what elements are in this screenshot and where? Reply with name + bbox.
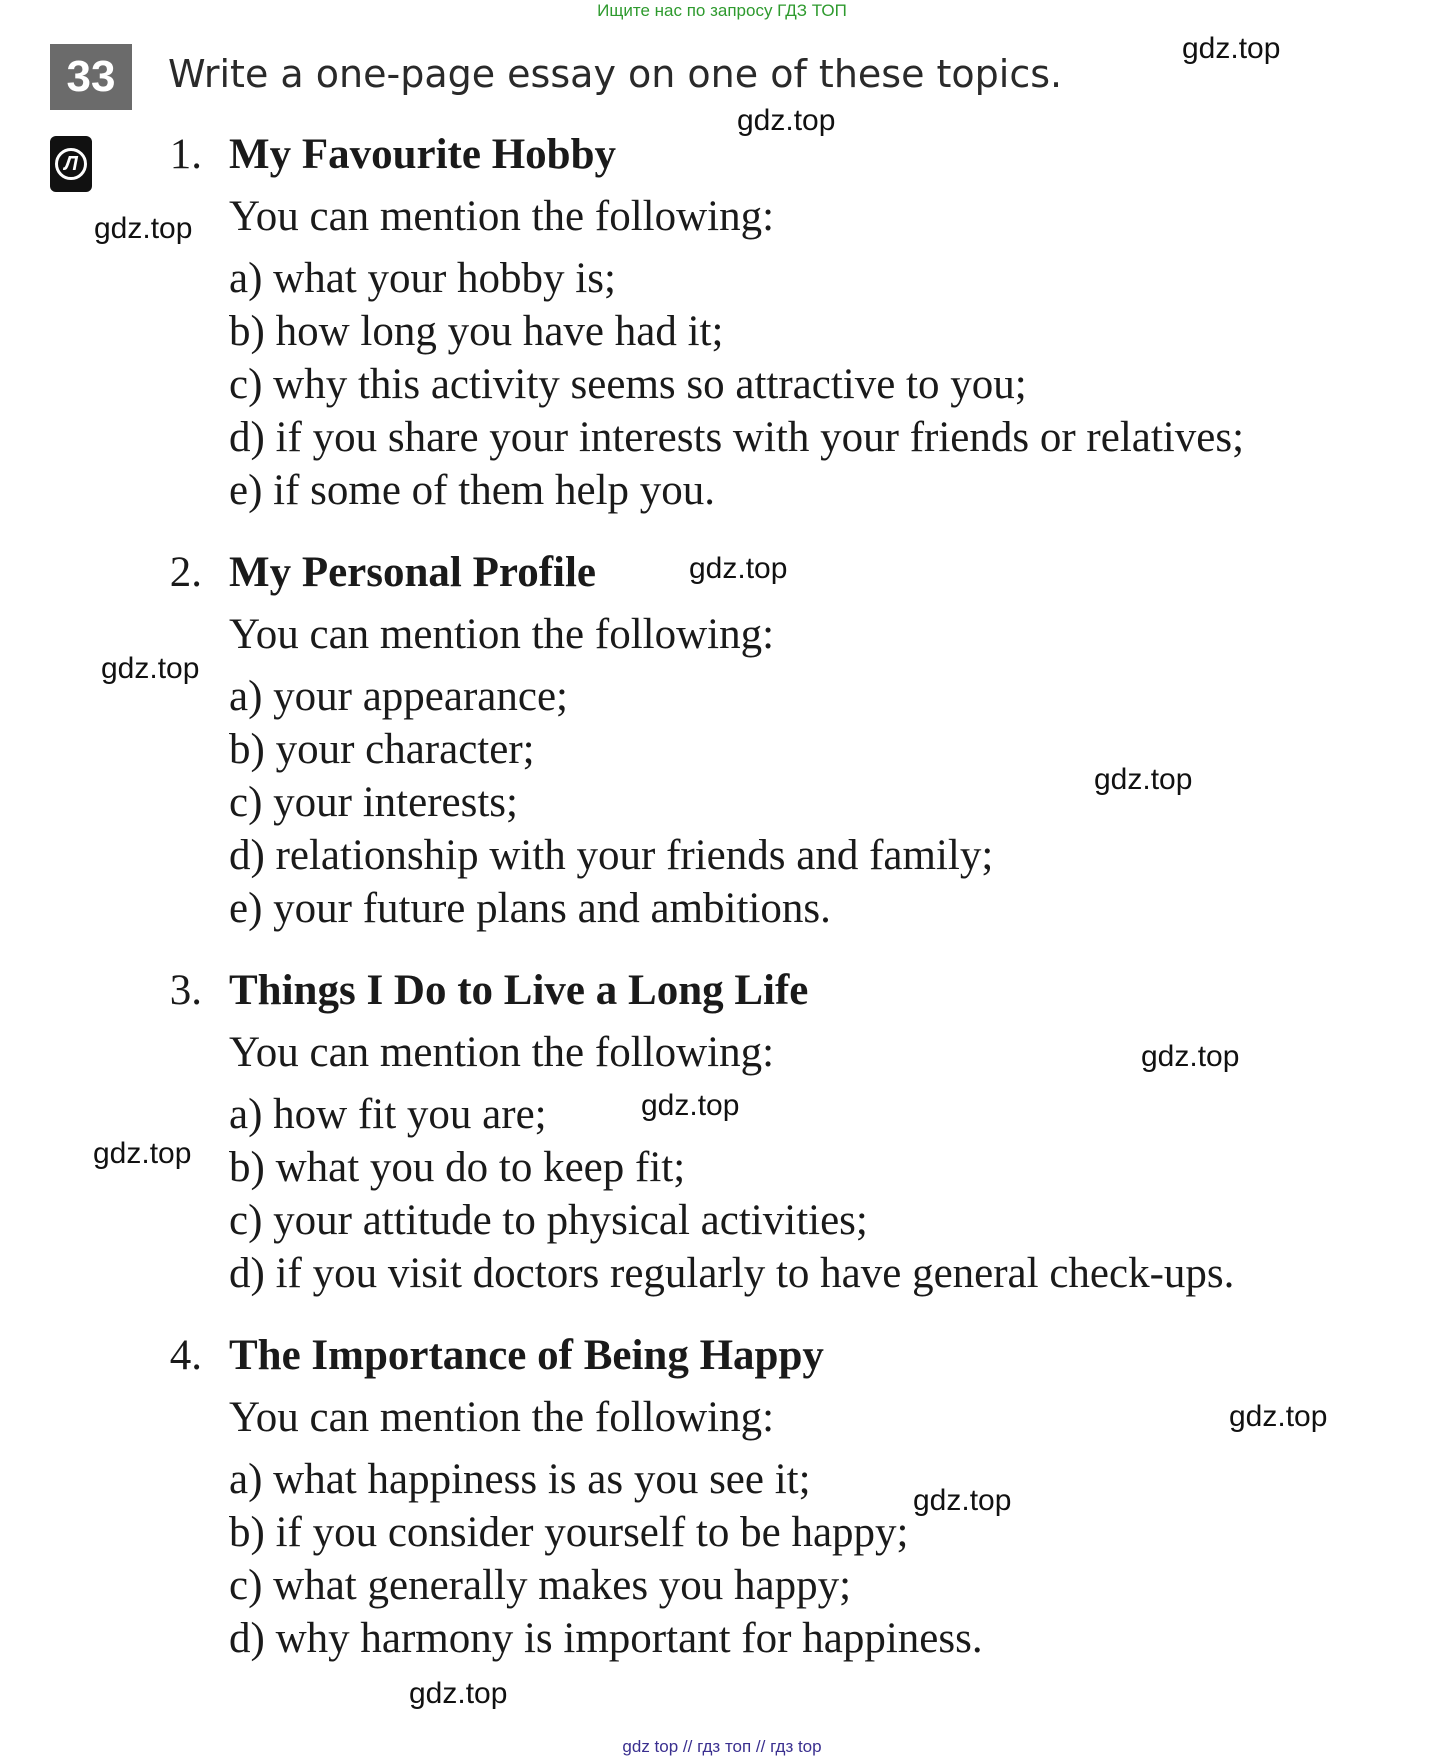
topic-number: 2. [169,549,202,596]
topic-item-list [229,670,1444,935]
topic-intro: You can mention the following: [229,1394,775,1441]
list-item: e) your future plans and ambitions. [229,885,831,932]
topic-item-list [229,1453,1444,1665]
list-item: b) how long you have had it; [229,308,724,355]
bottom-banner: gdz top // гдз топ // гдз top [622,1737,822,1756]
watermark: gdz.top [94,212,193,245]
watermark: gdz.top [689,552,788,585]
top-banner: Ищите нас по запросу ГДЗ ТОП [597,1,847,20]
writing-task-icon-letter: Л [64,153,78,175]
topic-number: 4. [169,1332,202,1379]
topic-2 [0,542,1444,935]
topic-1 [0,124,1444,517]
topic-intro: You can mention the following: [229,1029,775,1076]
watermark: gdz.top [93,1137,192,1170]
list-item: d) why harmony is important for happiness. [229,1615,983,1662]
watermark: gdz.top [1141,1040,1240,1073]
topic-number: 1. [169,131,202,178]
watermark: gdz.top [737,104,836,137]
list-item: e) if some of them help you. [229,467,716,514]
watermark: gdz.top [641,1089,740,1122]
topic-3 [0,960,1444,1300]
list-item: a) how fit you are; [229,1091,547,1138]
list-item: a) what your hobby is; [229,255,616,302]
list-item: a) what happiness is as you see it; [229,1456,811,1503]
topic-title: Things I Do to Live a Long Life [229,967,809,1014]
topic-number: 3. [169,967,202,1014]
list-item: c) your attitude to physical activities; [229,1197,868,1244]
watermark: gdz.top [913,1484,1012,1517]
list-item: b) your character; [229,726,535,773]
topic-title: The Importance of Being Happy [229,1332,824,1379]
list-item: d) relationship with your friends and family; [229,832,994,879]
watermark: gdz.top [1229,1400,1328,1433]
list-item: c) your interests; [229,779,518,826]
topic-intro: You can mention the following: [229,193,775,240]
topic-heading [0,1325,1444,1387]
topic-title: My Favourite Hobby [229,131,616,178]
list-item: b) what you do to keep fit; [229,1144,686,1191]
watermark: gdz.top [1182,32,1281,65]
topic-item-list [229,1088,1444,1300]
list-item: c) why this activity seems so attractive to you; [229,361,1027,408]
topic-item-list [229,252,1444,517]
topic-heading [0,124,1444,186]
topic-intro: You can mention the following: [229,611,775,658]
watermark: gdz.top [101,652,200,685]
exercise-number-badge: 33 [50,44,132,110]
watermark: gdz.top [409,1677,508,1710]
exercise-instruction: Write a one-page essay on one of these topics. [168,52,1063,96]
list-item: b) if you consider yourself to be happy; [229,1509,909,1556]
list-item: a) your appearance; [229,673,569,720]
topic-heading [0,960,1444,1022]
watermark: gdz.top [1094,763,1193,796]
list-item: d) if you visit doctors regularly to have general check-ups. [229,1250,1235,1297]
list-item: d) if you share your interests with your friends or relatives; [229,414,1245,461]
topic-4 [0,1325,1444,1665]
list-item: c) what generally makes you happy; [229,1562,852,1609]
topic-title: My Personal Profile [229,549,596,596]
